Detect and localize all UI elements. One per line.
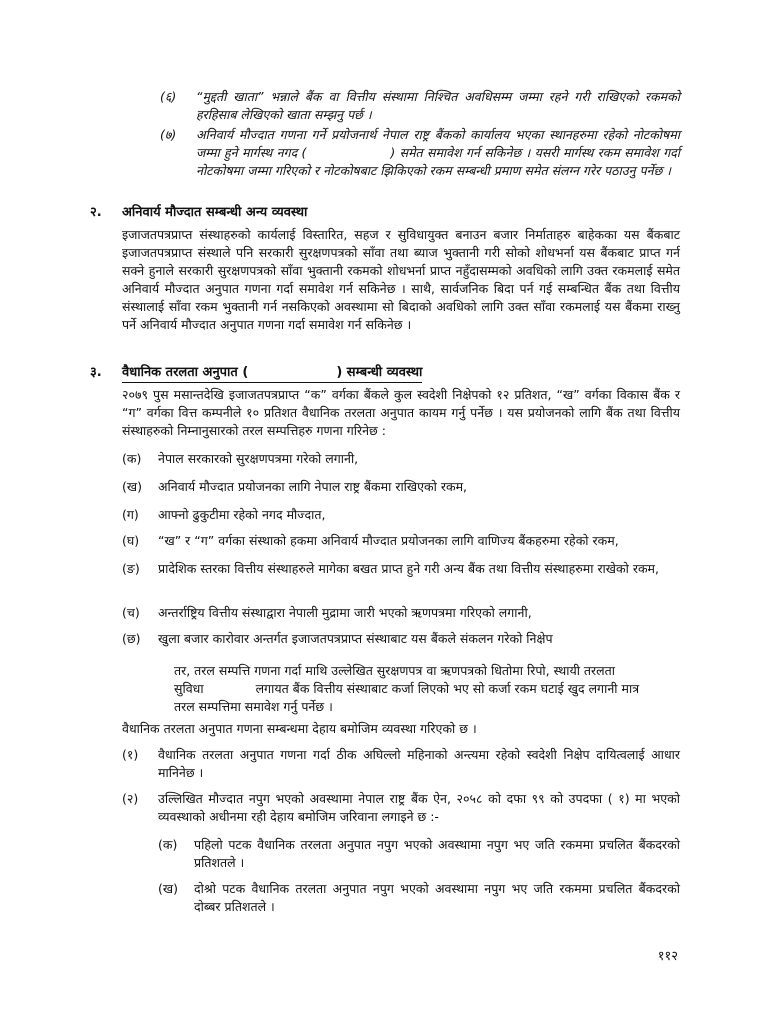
list-item: अनिवार्य मौज्दात प्रयोजनका लागि नेपाल राष्ट्र बैंकमा राखिएको रकम, <box>158 479 468 494</box>
item-number: (७) <box>160 127 177 142</box>
section-paragraph: इजाजतपत्रप्राप्त संस्थाहरुको कार्यलाई विस्तारित, सहज र सुविधायुक्त बनाउन बजार निर्माताहरु बाहेकका यस बैंकबाट इजाजतपत्रप्राप्त संस्थाले पनि सरकारी सुरक्षणपत्रको साँवा तथा ब्याज भुक्तानी गरी सोको शोधभर्ना यस बैंकबाट प्राप्त गर्न सक्ने हुनाले सरकारी सुरक्षणपत्रको साँवा भुक्तानी रकमको शोधभर्ना प्राप्त नहुँदासम्मको अवधिको लागि उक्त रकमलाई समेत अनिवार्य मौज्दात अनुपात गणना गर्दा समावेश गर्न सकिनेछ । साथै, सार्वजनिक बिदा पर्न गई सम्बन्धित बैंक तथा वित्तीय संस्थालाई साँवा रकम भुक्तानी गर्न नसकिएको अवस्थामा सो बिदाको अवधिको लागि उक्त साँवा रकमलाई यस बैंकमा राख्नु पर्ने अनिवार्य मौज्दात अनुपात गणना गर्दा समावेश गर्न सकिनेछ । <box>122 227 680 332</box>
list-number: (२) <box>122 791 139 806</box>
section-number: ३. <box>90 365 102 380</box>
list-item: वैधानिक तरलता अनुपात गणना गर्दा ठीक अघिल्लो महिनाको अन्त्यमा रहेको स्वदेशी निक्षेप दायित्वलाई आधार मानिनेछ । <box>158 747 680 780</box>
section-number: २. <box>90 205 102 220</box>
list-item: प्रादेशिक स्तरका वित्तीय संस्थाहरुले मागेका बखत प्राप्त हुने गरी अन्य बैंक तथा वित्तीय संस्थाहरुमा राखेको रकम, <box>158 561 659 576</box>
list-item: अन्तर्राष्ट्रिय वित्तीय संस्थाद्वारा नेपाली मुद्रामा जारी भएको ऋणपत्रमा गरिएको लगानी, <box>158 605 532 620</box>
list-item: “ख” र “ग” वर्गका संस्थाको हकमा अनिवार्य मौज्दात प्रयोजनका लागि वाणिज्य बैंकहरुमा रहेको रकम, <box>158 533 619 548</box>
list-number: (घ) <box>122 533 140 548</box>
item-number: (६) <box>160 89 177 104</box>
item-text: “मुद्दती खाता” भन्नाले बैंक वा वित्तीय संस्थामा निश्चित अवधिसम्म जम्मा रहने गरी राखिएको रकमको हरहिसाब लेखिएको खाता सम्झनु पर्छ । <box>196 89 680 122</box>
list-number: (ख) <box>122 479 142 494</box>
item-text: अनिवार्य मौज्दात गणना गर्ने प्रयोजनार्थ नेपाल राष्ट्र बैंकको कार्यालय भएका स्थानहरुमा रहेको नोटकोषमा जम्मा हुने मार्गस्थ नगद ( ) समेत समावेश गर्न सकिनेछ । यसरी मार्गस्थ रकम समावेश गर्दा नोटकोषमा जम्मा गरिएको र नोटकोषबाट झिकिएको रकम सम्बन्धी प्रमाण समेत संलग्न गरेर पठाउनु पर्नेछ । <box>196 127 680 178</box>
page-number: ११२ <box>657 949 678 964</box>
list-number: (ग) <box>122 507 139 522</box>
list-number: (च) <box>122 605 140 620</box>
list-number: (छ) <box>122 631 141 646</box>
list-number: (क) <box>122 451 142 466</box>
note-line: सुविधा लगायत बैंक वित्तीय संस्थाबाट कर्जा लिएको भए सो कर्जा रकम घटाई खुद लगानी मात्र <box>174 681 640 696</box>
section-paragraph: वैधानिक तरलता अनुपात गणना सम्बन्धमा देहाय बमोजिम व्यवस्था गरिएको छ । <box>122 721 477 736</box>
note-line: तर, तरल सम्पत्ति गणना गर्दा माथि उल्लेखित सुरक्षणपत्र वा ऋणपत्रको धितोमा रिपो, स्थायी तरलता <box>174 663 615 678</box>
section-title: वैधानिक तरलता अनुपात ( ) सम्बन्धी व्यवस्था <box>122 364 422 383</box>
list-number: (ख) <box>158 881 178 896</box>
section-paragraph: २०७९ पुस मसान्तदेखि इजाजतपत्रप्राप्त “क” वर्गका बैंकले कुल स्वदेशी निक्षेपको १२ प्रतिशत, “ख” वर्गका विकास बैंक र “ग” वर्गका वित्त कम्पनीले १० प्रतिशत वैधानिक तरलता अनुपात कायम गर्नु पर्नेछ । यस प्रयोजनको लागि बैंक तथा वित्तीय संस्थाहरुको निम्नानुसारको तरल सम्पत्तिहरु गणना गरिनेछ : <box>122 387 680 438</box>
list-item: पहिलो पटक वैधानिक तरलता अनुपात नपुग भएको अवस्थामा नपुग भए जति रकममा प्रचलित बैंकदरको प्रतिशतले । <box>194 837 680 870</box>
list-number: (१) <box>122 747 139 762</box>
list-number: (क) <box>158 837 178 852</box>
note-line: तरल सम्पत्तिमा समावेश गर्नु पर्नेछ । <box>174 699 333 714</box>
list-number: (ङ) <box>122 561 140 576</box>
list-item: दोश्रो पटक वैधानिक तरलता अनुपात नपुग भएको अवस्थामा नपुग भए जति रकममा प्रचलित बैंकदरको दोब्बर प्रतिशतले । <box>194 881 680 914</box>
section-title: अनिवार्य मौज्दात सम्बन्धी अन्य व्यवस्था <box>122 205 308 220</box>
list-item: खुला बजार कारोवार अन्तर्गत इजाजतपत्रप्राप्त संस्थाबाट यस बैंकले संकलन गरेको निक्षेप <box>158 631 553 646</box>
list-item: नेपाल सरकारको सुरक्षणपत्रमा गरेको लगानी, <box>158 451 359 466</box>
list-item: उल्लिखित मौज्दात नपुग भएको अवस्थामा नेपाल राष्ट्र बैंक ऐन, २०५८ को दफा ९९ को उपदफा ( १) मा भएको व्यवस्थाको अधीनमा रही देहाय बमोजिम जरिवाना लगाइने छ :- <box>158 791 680 824</box>
list-item: आफ्नो ढुकुटीमा रहेको नगद मौज्दात, <box>158 507 326 522</box>
